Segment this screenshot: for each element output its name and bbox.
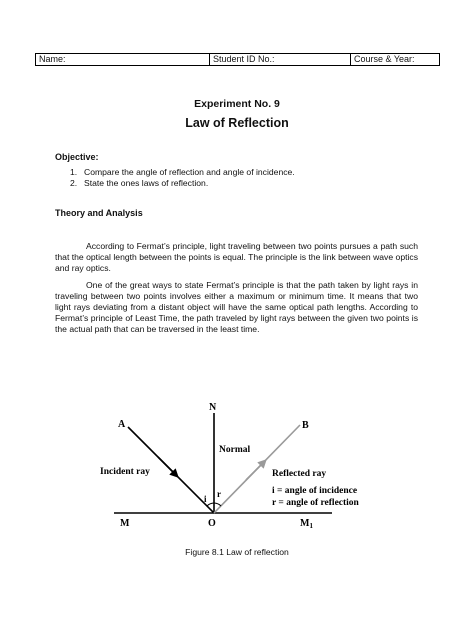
point-m-label: M: [120, 518, 130, 529]
course-year-field-label: Course & Year:: [351, 54, 440, 66]
normal-label: Normal: [219, 445, 251, 455]
experiment-title: Law of Reflection: [185, 116, 289, 130]
angle-i-label: i: [204, 494, 207, 504]
objective-item: [70, 167, 295, 178]
legend-incidence: i = angle of incidence: [272, 486, 358, 496]
objective-item-text: State the ones laws of reflection.: [84, 178, 209, 188]
theory-paragraph: One of the great ways to state Fermat’s principle is that the path taken by light rays in traveling between two points involves either a maximum or minimum time. It means that two light rays deviating from a distant object will have the same optical path lengths. According to Fermat’s principle of Least Time, the path traveled by light rays between the given two points is the actual path that can be traversed in the least time.: [55, 280, 418, 334]
point-o-label: O: [208, 518, 216, 529]
objective-item: [70, 178, 295, 189]
angle-r-label: r: [217, 489, 221, 499]
objective-item-number: 2.: [70, 178, 78, 188]
objective-list: [70, 167, 295, 189]
theory-paragraph: According to Fermat’s principle, light traveling between two points pursues a path such that the optical length between the points is equal. The principle is the link between wave optics and ray optics.: [55, 241, 418, 273]
incident-arrow-icon: [158, 457, 176, 475]
point-m1-label: $M_1$: [300, 518, 313, 530]
angle-r-arc: [214, 503, 221, 506]
theory-heading: Theory and Analysis: [55, 208, 143, 218]
reflected-arrow-icon: [246, 462, 264, 480]
student-id-field-label: Student ID No.:: [210, 54, 351, 66]
legend-reflection: r = angle of reflection: [272, 498, 359, 508]
objective-item-text: Compare the angle of reflection and angle of incidence.: [84, 167, 295, 177]
incident-ray-label: Incident ray: [100, 467, 150, 477]
objective-item-number: 1.: [70, 167, 78, 177]
point-a-label: A: [118, 419, 126, 430]
point-b-label: B: [302, 420, 309, 431]
experiment-number: Experiment No. 9: [194, 98, 280, 110]
student-info-table: [35, 53, 440, 66]
point-n-label: N: [209, 402, 217, 413]
objective-heading: Objective:: [55, 152, 99, 162]
angle-i-arc: [207, 503, 214, 506]
name-field-label: Name:: [36, 54, 210, 66]
reflection-diagram: [100, 395, 390, 535]
reflected-ray-label: Reflected ray: [272, 469, 327, 479]
figure-caption: Figure 8.1 Law of reflection: [185, 547, 289, 557]
